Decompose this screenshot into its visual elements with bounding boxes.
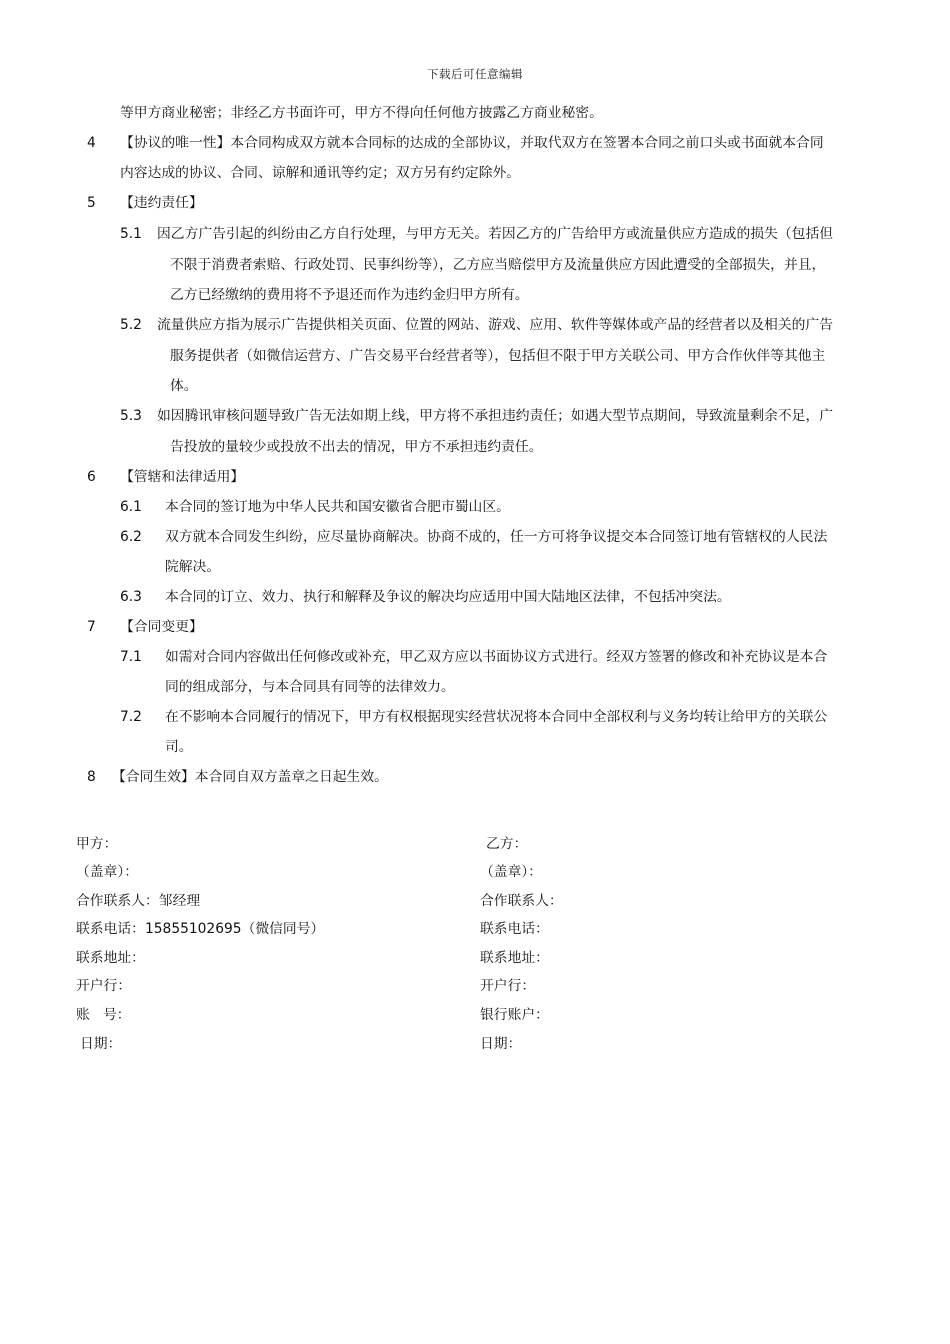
party-b-phone: 联系电话：: [480, 921, 549, 937]
item-5-2-line-3: 体。: [170, 378, 198, 394]
item-7-1-number: 7.1: [120, 649, 142, 665]
item-6-3-number: 6.3: [120, 589, 142, 605]
section-6-title: 【管辖和法律适用】: [120, 469, 245, 485]
item-5-2-line-2: 服务提供者（如微信运营方、广告交易平台经营者等），包括但不限于甲方关联公司、甲方合作伙伴等其他主: [170, 348, 826, 364]
section-5-title: 【违约责任】: [120, 195, 203, 211]
party-b-account: 银行账户：: [480, 1007, 549, 1023]
party-a-name: 甲方：: [76, 836, 118, 852]
party-b-seal: （盖章）：: [480, 864, 543, 880]
item-7-2-number: 7.2: [120, 709, 142, 725]
section-7-number: 7: [87, 619, 96, 635]
item-6-1-number: 6.1: [120, 499, 142, 515]
item-5-1-line-2: 不限于消费者索赔、行政处罚、民事纠纷等），乙方应当赔偿甲方及流量供应方因此遭受的全部损失，并且，: [170, 257, 826, 273]
section-8-number: 8: [87, 769, 96, 785]
section-6-number: 6: [87, 469, 96, 485]
party-b-address: 联系地址：: [480, 950, 549, 966]
section-7-title: 【合同变更】: [120, 619, 203, 635]
item-5-3-line-2: 告投放的量较少或投放不出去的情况，甲方不承担违约责任。: [170, 439, 543, 455]
party-a-bank: 开户行：: [76, 978, 132, 994]
item-7-2-line-2: 司。: [165, 739, 193, 755]
item-7-2-line-1: 在不影响本合同履行的情况下，甲方有权根据现实经营状况将本合同中全部权利与义务均转让给甲方的关联公: [165, 709, 828, 725]
item-5-1-line-3: 乙方已经缴纳的费用将不予退还而作为违约金归甲方所有。: [170, 287, 529, 303]
page-header: 下载后可任意编辑: [427, 67, 523, 81]
item-7-1-line-2: 同的组成部分，与本合同具有同等的法律效力。: [165, 679, 455, 695]
item-5-1-line-1: 因乙方广告引起的纠纷由乙方自行处理，与甲方无关。若因乙方的广告给甲方或流量供应方造成的损失（包括但: [157, 226, 834, 242]
item-6-2-number: 6.2: [120, 529, 142, 545]
party-a-phone: 联系电话：15855102695（微信同号）: [76, 921, 325, 937]
party-b-bank: 开户行：: [480, 978, 536, 994]
section-4-number: 4: [87, 135, 96, 151]
section-4-line-2: 内容达成的协议、合同、谅解和通讯等约定；双方另有约定除外。: [120, 165, 521, 181]
item-5-1-number: 5.1: [120, 226, 142, 242]
section-4-line-1: 【协议的唯一性】本合同构成双方就本合同标的达成的全部协议，并取代双方在签署本合同之前口头或书面就本合同: [120, 135, 824, 151]
item-7-1-line-1: 如需对合同内容做出任何修改或补充，甲乙双方应以书面协议方式进行。经双方签署的修改和补充协议是本合: [165, 649, 828, 665]
party-b-date: 日期：: [480, 1036, 522, 1052]
party-b-contact: 合作联系人：: [480, 893, 563, 909]
item-5-2-line-1: 流量供应方指为展示广告提供相关页面、位置的网站、游戏、应用、软件等媒体或产品的经营者以及相关的广告: [157, 317, 834, 333]
item-5-3-number: 5.3: [120, 408, 142, 424]
party-a-seal: （盖章）：: [76, 864, 139, 880]
item-6-2-line-2: 院解决。: [165, 559, 221, 575]
party-b-name: 乙方：: [486, 836, 528, 852]
item-6-1-line-1: 本合同的签订地为中华人民共和国安徽省合肥市蜀山区。: [165, 499, 510, 515]
party-a-contact: 合作联系人：邹经理: [76, 893, 201, 909]
item-6-2-line-1: 双方就本合同发生纠纷，应尽量协商解决。协商不成的，任一方可将争议提交本合同签订地有管辖权的人民法: [165, 529, 828, 545]
item-5-2-number: 5.2: [120, 317, 142, 333]
item-6-3-line-1: 本合同的订立、效力、执行和解释及争议的解决均应适用中国大陆地区法律，不包括冲突法。: [165, 589, 731, 605]
party-a-address: 联系地址：: [76, 950, 145, 966]
section-8-text: 【合同生效】本合同自双方盖章之日起生效。: [112, 769, 388, 785]
party-a-account: 账 号：: [76, 1007, 131, 1023]
item-5-3-line-1: 如因腾讯审核问题导致广告无法如期上线，甲方将不承担违约责任；如遇大型节点期间，导致流量剩余不足，广: [157, 408, 834, 424]
section-5-number: 5: [87, 195, 96, 211]
intro-line: 等甲方商业秘密；非经乙方书面许可，甲方不得向任何他方披露乙方商业秘密。: [120, 105, 603, 121]
party-a-date: 日期：: [80, 1036, 122, 1052]
